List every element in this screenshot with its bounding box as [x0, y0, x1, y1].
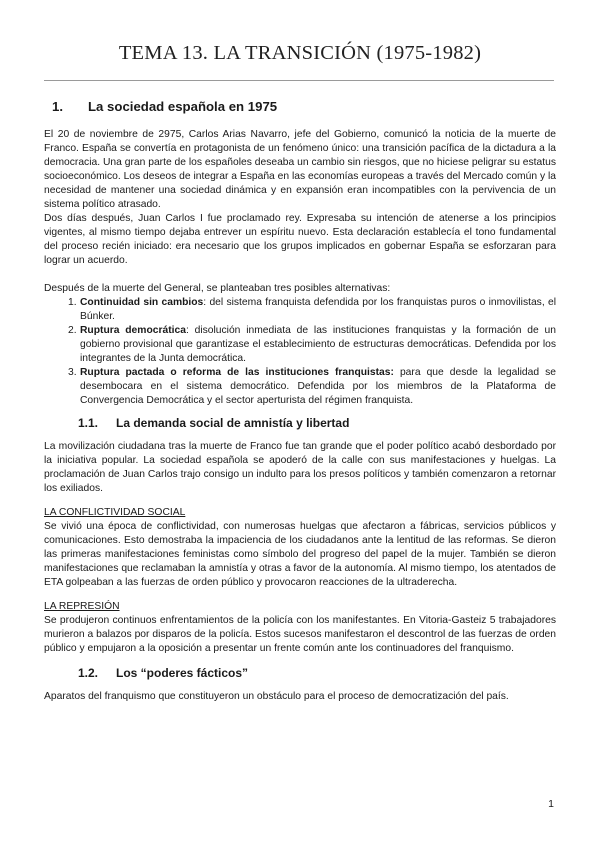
section-1-2-number: 1.2. — [78, 666, 99, 680]
list-item-term: Continuidad sin cambios — [80, 297, 204, 308]
section-1-paragraph-2: Dos días después, Juan Carlos I fue proclamado rey. Expresaba su intención de atenerse a los principios vigentes, al mismo tiempo dejaba entrever un espíritu nuevo. Esta declaración establecía el tono fundamental del proceso recién iniciado: era necesario que los grupos implicados en gobernar España se esforzaran para lograr un acuerdo. — [44, 213, 556, 266]
document-title: TEMA 13. LA TRANSICIÓN (1975-1982) — [118, 42, 482, 64]
title-divider — [44, 80, 554, 81]
alternatives-intro: Después de la muerte del General, se planteaban tres posibles alternativas: — [44, 283, 391, 294]
section-1-2-title: Los “poderes fácticos” — [116, 666, 249, 680]
section-1-1-number: 1.1. — [78, 416, 99, 430]
conflictividad-paragraph: Se vivió una época de conflictividad, con numerosas huelgas que afectaron a fábricas, servicios públicos y comunicaciones. Esto demostraba la impaciencia de los ciudadanos ante la lentitud de las reformas. Se dieron las primeras manifestaciones feministas como símbolo del progreso del papel de la mujer. También se dieron manifestaciones que reclamaban la amnistía y otras a favor de la autonomía. Al mismo tiempo, los atentados de ETA golpeaban a las fuerzas de orden público y provocaron reacciones de la ultraderecha. — [44, 521, 556, 588]
document-body — [44, 100, 556, 704]
section-1-1-paragraph: La movilización ciudadana tras la muerte de Franco fue tan grande que el poder político acabó desbordado por la iniciativa popular. La sociedad española se apoderó de la calle con sus manifestaciones y huelgas. La proclamación de Juan Carlos trajo consigo un indulto para los presos políticos y también comenzaron a retornar los exiliados. — [44, 441, 556, 494]
section-1-heading — [44, 100, 556, 114]
subheading-conflictividad: LA CONFLICTIVIDAD SOCIAL — [44, 507, 186, 518]
section-1-number: 1. — [52, 99, 63, 114]
list-item-text: : del sistema franquista defendida por los franquistas puros o inmovilistas, el Búnker. — [80, 297, 556, 322]
list-item-term: Ruptura democrática — [80, 325, 186, 336]
section-1-1-heading — [44, 416, 556, 430]
section-1-2-paragraph: Aparatos del franquismo que constituyeron un obstáculo para el proceso de democratización del país. — [44, 691, 509, 702]
list-item — [44, 296, 556, 324]
section-1-paragraph-1: El 20 de noviembre de 2975, Carlos Arias Navarro, jefe del Gobierno, comunicó la noticia de la muerte de Franco. España se convertía en protagonista de un fenómeno único: una transición pacífica de la dictadura a la democracia. Una gran parte de los españoles deseaba un cambio sin riesgos, que no hiciese peligrar su estatus socioeconómico. Los deseos de integrar a España en las economías europeas a través del Mercado común y la necesidad de mantener una sociedad dinámica y en expansión eran incompatibles con la pervivencia de un sistema político atrasado. — [44, 129, 556, 210]
section-1-title: La sociedad española en 1975 — [88, 99, 278, 114]
section-1-1-title: La demanda social de amnistía y libertad — [116, 416, 350, 430]
page-number: 1 — [548, 798, 554, 810]
represion-paragraph: Se produjeron continuos enfrentamientos de la policía con los manifestantes. En Vitoria-Gasteiz 5 trabajadores murieron a balazos por disparos de la policía. Estos sucesos manifestaron el descontrol de las fuerzas de orden público y empujaron a la oposición a presentar un frente común ante los continuadores del franquismo. — [44, 615, 556, 654]
list-item-text: para que desde la legalidad se desembocara en el sistema democrático. Defendida por los miembros de la Plataforma de Convergencia Democrática y el sector aperturista del régimen franquista. — [80, 367, 556, 406]
section-1-2-heading — [44, 666, 556, 680]
list-item-text: : disolución inmediata de las instituciones franquistas y la formación de un gobierno provisional que garantizase el establecimiento de estructuras democráticas. Defendida por los integrantes de la Junta democrática. — [80, 325, 556, 364]
list-item-term: Ruptura pactada o reforma de las instituciones franquistas: — [80, 367, 394, 378]
list-item — [44, 324, 556, 366]
list-item-number: 2. — [68, 325, 77, 336]
list-item-number: 3. — [68, 367, 77, 378]
list-item — [44, 366, 556, 408]
list-item-number: 1. — [68, 297, 77, 308]
subheading-represion: LA REPRESIÓN — [44, 601, 120, 612]
alternatives-list — [44, 296, 556, 408]
